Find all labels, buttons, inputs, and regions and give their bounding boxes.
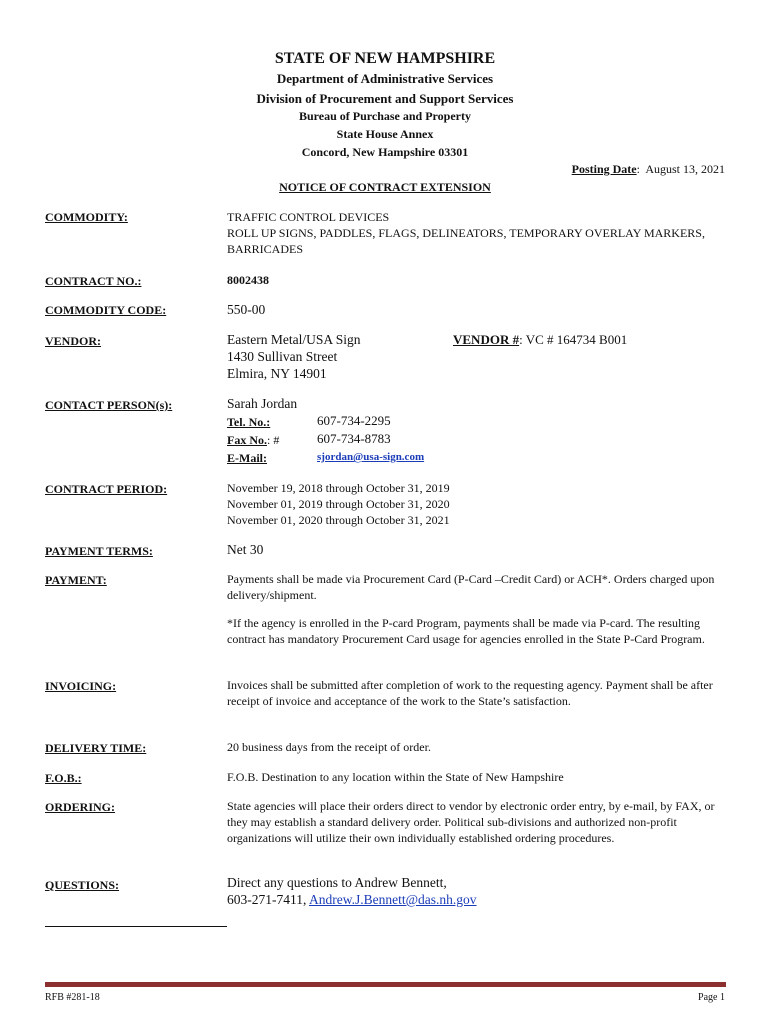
vendor-address [227,331,361,382]
period-line: November 01, 2019 through October 31, 2020 [227,497,450,511]
vendor-city: Elmira, NY 14901 [227,366,327,381]
posting-date-value: August 13, 2021 [645,162,725,176]
payment-label: PAYMENT: [45,573,107,587]
vendor-name: Eastern Metal/USA Sign [227,332,361,347]
email-label: E-Mail: [227,451,267,465]
period-line: November 01, 2020 through October 31, 2021 [227,513,450,527]
vendor-number-value: : VC # 164734 B001 [519,332,628,347]
vendor-street: 1430 Sullivan Street [227,349,338,364]
invoicing-label: INVOICING: [45,679,117,693]
ordering-label: ORDERING: [45,800,116,814]
period-line: November 19, 2018 through October 31, 2019 [227,481,450,495]
delivery-time-label: DELIVERY TIME: [45,741,147,755]
contact-email-link[interactable]: sjordan@usa-sign.com [317,451,425,463]
payment-terms-value: Net 30 [227,542,264,557]
header-building: State House Annex [336,127,434,141]
header-bureau: Bureau of Purchase and Property [298,109,471,123]
posting-date [572,162,725,177]
payment-note: *If the agency is enrolled in the P-card Program, payments shall be made via P-card. The resulting contract has mandatory Procurement Card usage for agencies enrolled in the State P-Card Program. [227,616,705,646]
contact-label: CONTACT PERSON(s): [45,398,173,412]
contract-no-value: 8002438 [227,273,269,287]
contract-period-label: CONTRACT PERIOD: [45,482,168,496]
payment-text: Payments shall be made via Procurement Card (P-Card –Credit Card) or ACH*. Orders charged upon delivery/shipment. [227,572,715,602]
fax-suffix: : # [267,433,280,447]
invoicing-text: Invoices shall be submitted after completion of work to the requesting agency. Payment shall be after receipt of invoice and acceptance of the work to the State’s satisfaction. [227,678,713,708]
delivery-time-text: 20 business days from the receipt of order. [227,740,431,754]
commodity-code-label: COMMODITY CODE: [45,303,167,317]
tel-label: Tel. No.: [227,415,271,429]
vendor-number [453,332,627,348]
posting-date-colon: : [636,162,640,176]
fax-label-group [227,433,279,448]
fob-text: F.O.B. Destination to any location within the State of New Hampshire [227,770,564,784]
contact-name: Sarah Jordan [227,396,298,411]
header-address: Concord, New Hampshire 03301 [301,145,469,159]
commodity-code-value: 550-00 [227,302,266,317]
footer-page-number: Page 1 [698,992,725,1003]
commodity-label: COMMODITY: [45,210,128,224]
fax-value: 607-734-8783 [317,431,391,446]
footer-rfb-number: RFB #281-18 [45,992,100,1003]
commodity-line: TRAFFIC CONTROL DEVICES [227,210,390,224]
questions-email-link[interactable]: Andrew.J.Bennett@das.nh.gov [309,892,477,907]
tel-value: 607-734-2295 [317,413,391,428]
commodity-line: ROLL UP SIGNS, PADDLES, FLAGS, DELINEATORS, TEMPORARY OVERLAY MARKERS, [227,226,705,240]
divider-line [45,926,227,927]
vendor-number-label: VENDOR # [453,332,520,347]
contract-period-value [227,480,450,528]
header-division: Division of Procurement and Support Services [256,91,514,106]
questions-text [227,874,477,908]
questions-contact-line [227,891,477,908]
commodity-value [227,209,705,257]
vendor-label: VENDOR: [45,334,101,348]
header-state: STATE OF NEW HAMPSHIRE [274,50,496,67]
questions-line: Direct any questions to Andrew Bennett, [227,875,447,890]
header-department: Department of Administrative Services [276,71,494,86]
questions-phone: 603-271-7411, [227,892,309,907]
posting-date-label: Posting Date [571,162,637,176]
fax-label: Fax No. [227,433,267,447]
notice-title: NOTICE OF CONTRACT EXTENSION [279,180,491,194]
questions-label: QUESTIONS: [45,878,120,892]
fob-label: F.O.B.: [45,771,82,785]
payment-terms-label: PAYMENT TERMS: [45,544,153,558]
ordering-text: State agencies will place their orders direct to vendor by electronic order entry, by e-mail, by FAX, or they may establish a standard delivery order. Political sub-divisions and authorized non-profit organizations will utilize their own individually established ordering procedures. [227,799,715,845]
contract-no-label: CONTRACT NO.: [45,274,142,288]
footer-rule [45,982,726,987]
commodity-line: BARRICADES [227,242,304,256]
